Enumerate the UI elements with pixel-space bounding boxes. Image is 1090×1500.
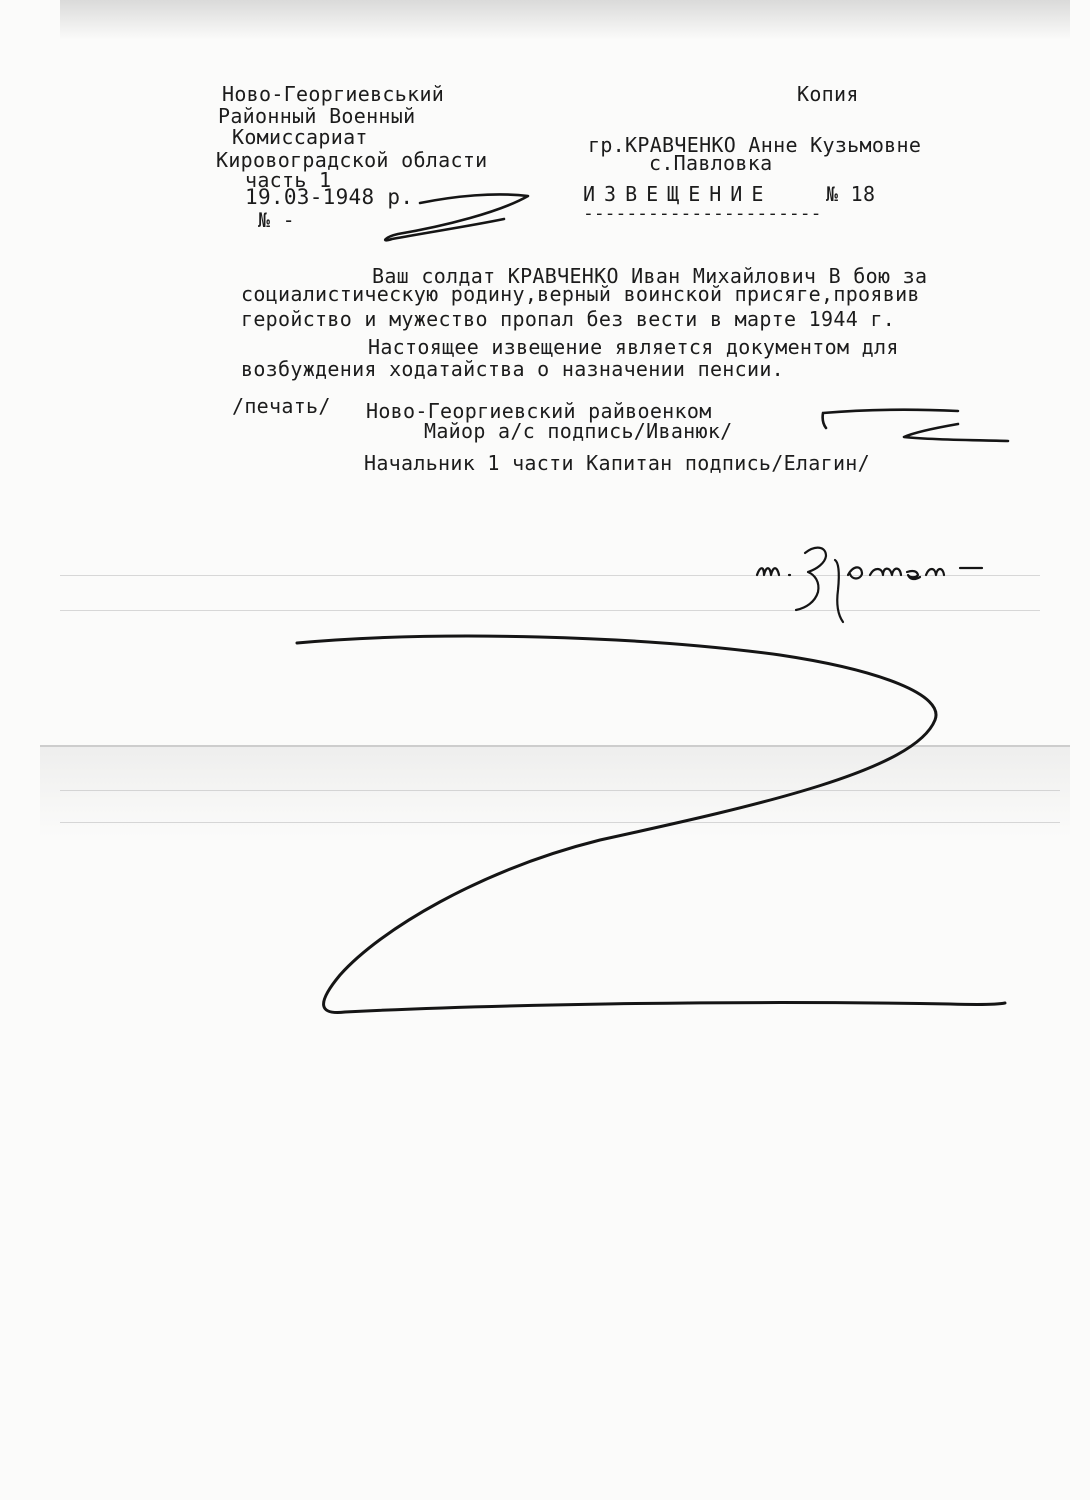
document-date: 19.03-1948 р. [245, 185, 414, 209]
notice-title: ИЗВЕЩЕНИЕ [583, 182, 773, 206]
chief-signature-line: Начальник 1 части Капитан подпись/Елагин/ [364, 451, 870, 475]
office-unit: часть 1 [245, 168, 332, 192]
office-kind: Комиссариат [232, 125, 368, 149]
body-line: геройство и мужество пропал без вести в марте 1944 г. [241, 307, 896, 331]
body-line: Ваш солдат КРАВЧЕНКО Иван Михайлович В бою за [372, 264, 928, 288]
recipient-village: с.Павловка [649, 151, 773, 175]
notice-title-underline: ---------------------- [583, 203, 822, 224]
office-signatory: Ново-Георгиевский райвоенком [366, 399, 712, 423]
seal-label: /печать/ [232, 394, 331, 418]
notice-number: № 18 [826, 182, 876, 206]
body-line: Настоящее извещение является документом для [368, 335, 899, 359]
office-name: Ново-Георгиевський [222, 82, 445, 106]
body-line: возбуждения ходатайства о назначении пенсии. [241, 357, 785, 381]
body-line: социалистическую родину,верный воинской присяге,проявив [241, 282, 920, 306]
recipient-name: гр.КРАВЧЕНКО Анне Кузьмовне [588, 133, 922, 157]
copy-label: Копия [797, 82, 859, 106]
document-number: № - [258, 208, 296, 232]
office-type: Районный Военный [218, 104, 416, 128]
office-region: Кировоградской области [216, 148, 488, 172]
major-signature-line: Майор а/с подпись/Иванюк/ [424, 419, 733, 443]
